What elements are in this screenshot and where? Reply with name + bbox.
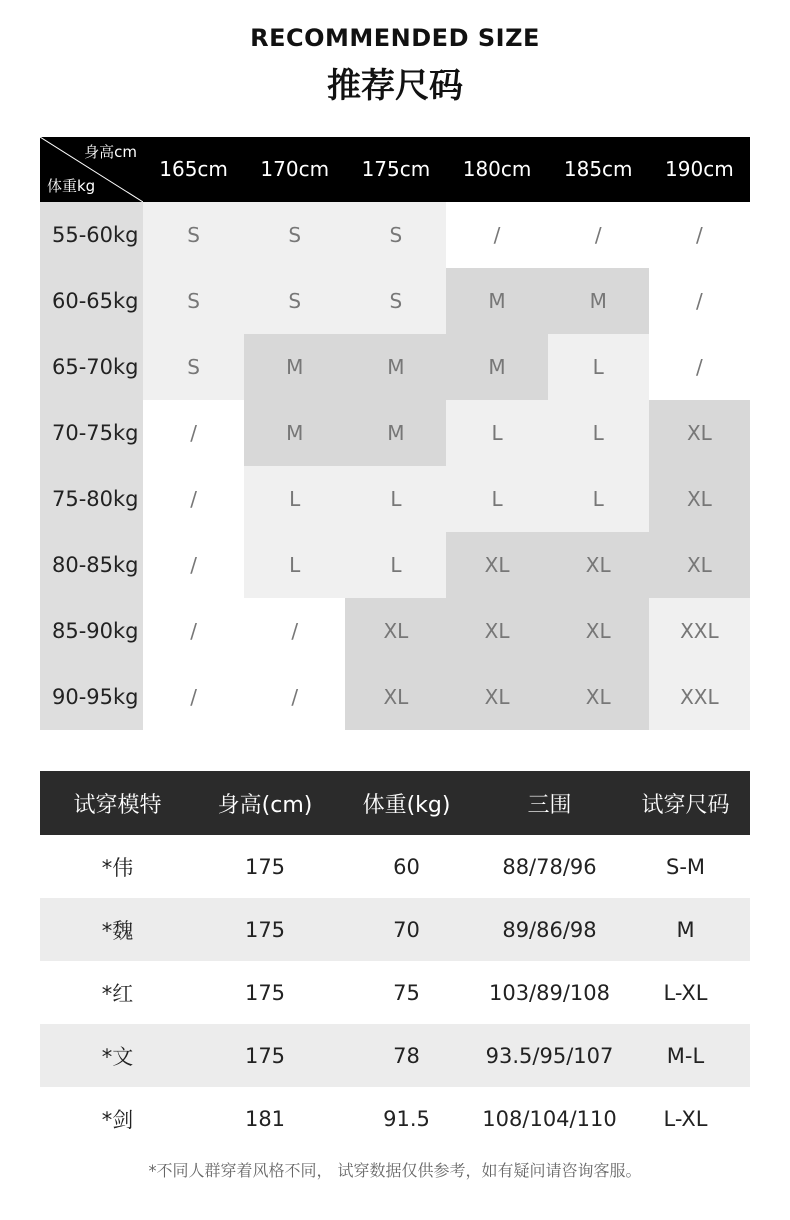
size-cell: / — [446, 202, 547, 268]
size-cell: L — [548, 466, 649, 532]
weight-range-cell: 60-65kg — [40, 268, 143, 334]
weight-range-cell: 80-85kg — [40, 532, 143, 598]
size-row — [40, 466, 750, 532]
size-cell: XXL — [649, 664, 750, 730]
title-english: RECOMMENDED SIZE — [250, 24, 540, 52]
weight-range-cell: 75-80kg — [40, 466, 143, 532]
height-header-cell: 190cm — [665, 157, 734, 181]
title-chinese: 推荐尺码 — [327, 66, 463, 106]
size-row — [40, 598, 750, 664]
size-cell: L — [446, 400, 547, 466]
height-axis-label: 身高cm — [84, 143, 137, 161]
size-row — [40, 664, 750, 730]
size-cell: / — [548, 202, 649, 268]
weight-range-cell: 55-60kg — [40, 202, 143, 268]
model-height: 175 — [244, 854, 286, 879]
size-cell: S — [345, 202, 446, 268]
model-height: 175 — [244, 917, 286, 942]
size-row — [40, 532, 750, 598]
model-measurements: 108/104/110 — [482, 1106, 617, 1131]
size-cell: / — [143, 466, 244, 532]
header-model: 试穿模特 — [73, 792, 162, 818]
model-height: 175 — [244, 1043, 286, 1068]
model-name: *红 — [101, 981, 134, 1006]
header-weight: 体重(kg) — [362, 792, 451, 818]
header-height: 身高(cm) — [217, 792, 313, 818]
height-header-cell: 170cm — [260, 157, 330, 181]
model-name: *伟 — [101, 855, 134, 880]
model-name: *剑 — [101, 1107, 134, 1132]
size-cell: XL — [548, 664, 649, 730]
weight-range-cell: 65-70kg — [40, 334, 143, 400]
size-cell: / — [143, 400, 244, 466]
size-cell: L — [345, 466, 446, 532]
size-cell: / — [649, 334, 750, 400]
model-measurements: 89/86/98 — [502, 917, 597, 942]
size-cell: M — [345, 334, 446, 400]
header-measurements: 三围 — [527, 792, 572, 818]
size-cell: M — [548, 268, 649, 334]
size-cell: L — [548, 400, 649, 466]
weight-axis-label: 体重kg — [47, 177, 96, 195]
size-cell: M — [446, 334, 547, 400]
weight-range-cell: 85-90kg — [40, 598, 143, 664]
size-cell: / — [143, 598, 244, 664]
size-cell: XL — [649, 400, 750, 466]
size-cell: / — [244, 664, 345, 730]
size-row — [40, 400, 750, 466]
size-cell: / — [244, 598, 345, 664]
size-cell: L — [244, 532, 345, 598]
size-cell: S — [143, 268, 244, 334]
size-chart-header — [40, 137, 750, 202]
model-fit-table — [40, 771, 750, 1150]
size-cell: XL — [649, 466, 750, 532]
size-cell: S — [143, 202, 244, 268]
weight-range-cell: 90-95kg — [40, 664, 143, 730]
size-row — [40, 202, 750, 268]
model-weight: 60 — [393, 854, 420, 879]
model-table-body — [40, 835, 750, 1150]
model-size: L-XL — [663, 1106, 708, 1131]
model-size: M — [676, 917, 695, 942]
size-cell: M — [345, 400, 446, 466]
model-weight: 91.5 — [383, 1106, 430, 1131]
size-cell: / — [649, 268, 750, 334]
model-size: S-M — [665, 854, 706, 879]
size-cell: XL — [446, 532, 547, 598]
model-measurements: 93.5/95/107 — [485, 1043, 614, 1068]
model-name: *文 — [101, 1044, 134, 1069]
size-cell: / — [649, 202, 750, 268]
size-cell: XL — [345, 664, 446, 730]
corner-cell — [40, 137, 143, 202]
table-row — [40, 835, 750, 898]
model-measurements: 88/78/96 — [502, 854, 597, 879]
size-cell: M — [446, 268, 547, 334]
size-cell: XL — [548, 598, 649, 664]
table-row — [40, 1087, 750, 1150]
model-measurements: 103/89/108 — [488, 980, 611, 1005]
size-cell: XL — [345, 598, 446, 664]
footnote: *不同人群穿着风格不同， 试穿数据仅供参考，如有疑问请咨询客服。 — [148, 1161, 642, 1180]
size-cell: XL — [446, 598, 547, 664]
size-cell: XL — [548, 532, 649, 598]
size-cell: XL — [649, 532, 750, 598]
height-headers — [143, 137, 750, 202]
model-size: M-L — [666, 1043, 705, 1068]
size-cell: S — [244, 268, 345, 334]
height-header-cell: 175cm — [361, 157, 431, 181]
size-cell: L — [446, 466, 547, 532]
table-row — [40, 1024, 750, 1087]
size-cell: XL — [446, 664, 547, 730]
size-row — [40, 268, 750, 334]
size-cell: L — [244, 466, 345, 532]
size-cell: S — [244, 202, 345, 268]
height-header-cell: 165cm — [159, 157, 228, 181]
weight-range-cell: 70-75kg — [40, 400, 143, 466]
model-weight: 70 — [393, 917, 420, 942]
table-row — [40, 961, 750, 1024]
size-cell: L — [345, 532, 446, 598]
height-header-cell: 180cm — [462, 157, 532, 181]
model-height: 175 — [244, 980, 286, 1005]
size-cell: / — [143, 532, 244, 598]
model-size: L-XL — [663, 980, 708, 1005]
size-chart — [40, 137, 750, 730]
size-chart-body — [40, 202, 750, 730]
header-size: 试穿尺码 — [641, 792, 730, 818]
size-cell: L — [548, 334, 649, 400]
size-cell: S — [143, 334, 244, 400]
model-height: 181 — [244, 1106, 286, 1131]
size-cell: M — [244, 400, 345, 466]
table-row — [40, 898, 750, 961]
size-cell: M — [244, 334, 345, 400]
size-cell: / — [143, 664, 244, 730]
model-weight: 78 — [393, 1043, 420, 1068]
model-weight: 75 — [393, 980, 420, 1005]
height-header-cell: 185cm — [563, 157, 633, 181]
model-name: *魏 — [101, 918, 134, 943]
size-cell: XXL — [649, 598, 750, 664]
size-row — [40, 334, 750, 400]
model-table-header — [40, 771, 750, 835]
size-cell: S — [345, 268, 446, 334]
